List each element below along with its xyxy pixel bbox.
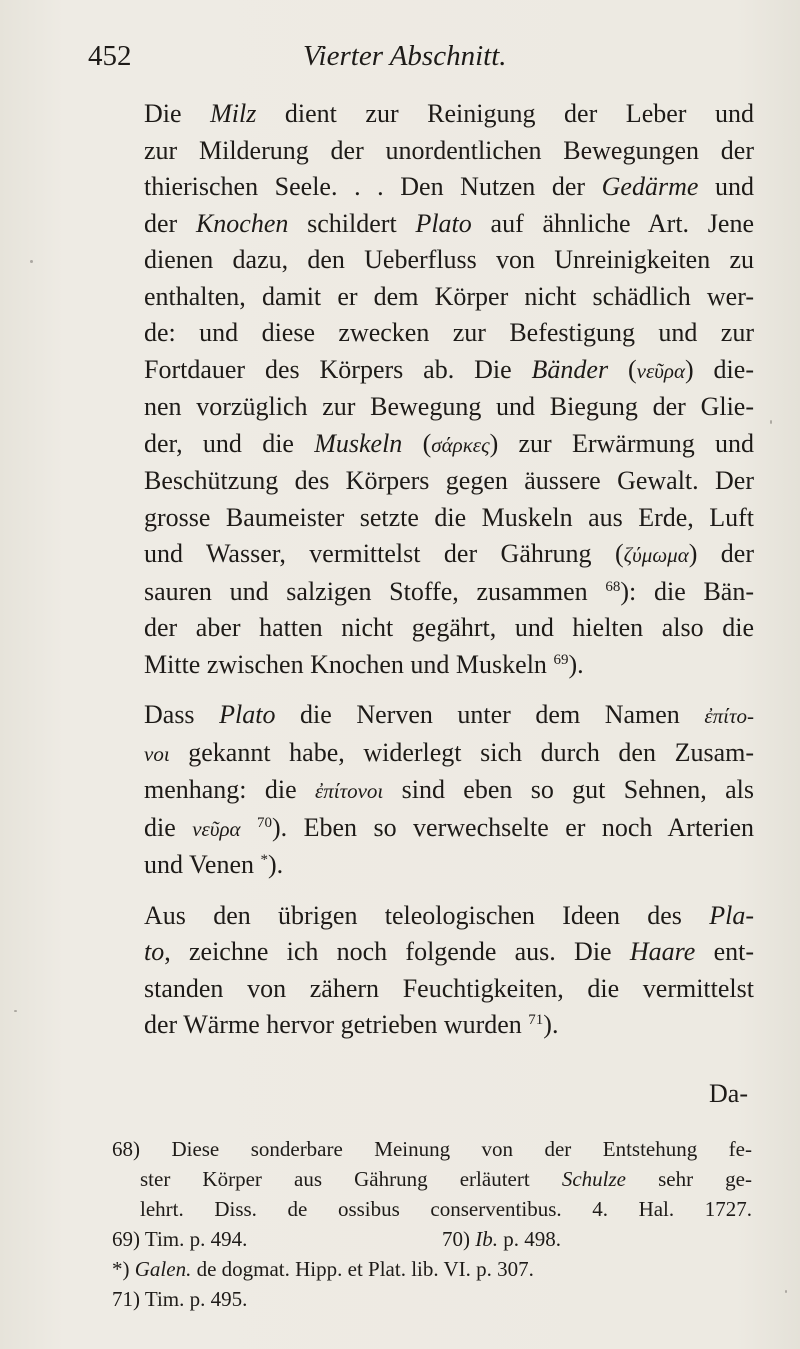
text-line — [84, 352, 754, 390]
text-run: grosse Baumeister setzte die Muskeln aus Erde, Luft — [144, 502, 754, 532]
footnote-text: sehr ge- — [625, 1167, 753, 1191]
footnotes — [112, 1134, 752, 1314]
footnote-ibid: Ib. — [475, 1227, 498, 1251]
footnote-69-70 — [112, 1224, 752, 1254]
text-run: die Nerven unter dem Namen — [275, 700, 705, 729]
text-run: der Wärme hervor getrieben wurden — [144, 1010, 529, 1039]
text-line — [84, 133, 754, 170]
text-line — [84, 315, 754, 352]
paragraph-3 — [84, 898, 754, 1044]
text-run: enthalten, damit er dem Körper nicht schädlich wer- — [144, 281, 754, 311]
text-run: Aus den übrigen teleologischen Ideen des — [144, 900, 710, 930]
text-run: standen von zähern Feuchtigkeiten, die vermittelst — [144, 973, 754, 1003]
text-run — [241, 813, 257, 842]
text-line — [84, 647, 754, 684]
text-run: dienen dazu, den Ueberfluss von Unreinigkeiten zu — [144, 245, 754, 274]
text-run: der, und die — [144, 428, 315, 458]
footnote-text: ster Körper aus Gährung erläutert — [140, 1167, 562, 1191]
text-run: auf ähnliche Art. Jene — [471, 208, 755, 238]
footnote-ref: * — [260, 852, 269, 868]
italic-term: Bänder — [531, 354, 609, 384]
italic-term: Knochen — [195, 208, 289, 238]
text-run: Mitte zwischen Knochen und Muskeln — [144, 649, 554, 679]
footnote-author: Schulze — [561, 1167, 626, 1191]
text-line — [84, 389, 754, 426]
text-line — [84, 169, 754, 206]
greek-term: σάρκες — [431, 432, 490, 457]
footnote-author: Galen. — [134, 1257, 192, 1281]
text-line — [84, 426, 754, 464]
paper-speck — [14, 1010, 17, 1012]
text-line — [84, 735, 754, 773]
text-run: und Wasser, vermittelst der Gährung ( — [144, 539, 624, 568]
italic-term: Muskeln — [314, 428, 403, 458]
text-line — [84, 242, 754, 279]
text-line — [84, 697, 754, 735]
footnote-text: *) — [112, 1257, 135, 1281]
italic-term: Plato — [219, 700, 276, 729]
greek-term: ζύμωμα — [623, 543, 689, 567]
text-line — [84, 610, 754, 647]
text-run: der — [144, 208, 196, 238]
footnote-ref: 68 — [605, 578, 621, 595]
footnote-text: 70) — [442, 1227, 476, 1251]
text-line — [84, 279, 754, 316]
text-run: ( — [608, 354, 637, 384]
text-line — [84, 772, 754, 810]
italic-term: Haare — [629, 937, 696, 966]
text-run: ) zur Erwärmung und — [489, 428, 754, 458]
paragraph-2 — [84, 697, 754, 884]
page-header — [88, 40, 750, 80]
text-run: und Venen — [144, 850, 261, 879]
text-run: Beschützung des Körpers gegen äussere Gewalt. Der — [144, 466, 754, 495]
footnote-ref: 70 — [257, 814, 273, 831]
text-line — [84, 96, 754, 133]
footnote-69: 69) Tim. p. 494. — [112, 1227, 248, 1251]
text-run: ( — [402, 428, 432, 458]
footnote-star — [112, 1254, 752, 1284]
footnote-71: 71) Tim. p. 495. — [112, 1287, 248, 1311]
italic-term: Milz — [210, 99, 257, 128]
footnote-ref: 71 — [528, 1012, 544, 1028]
footnote-70 — [442, 1224, 561, 1254]
text-run: ent- — [695, 937, 754, 966]
text-run: der aber hatten nicht gegährt, und hielten also die — [144, 613, 754, 642]
footnote-68-line-2 — [112, 1164, 752, 1194]
paper-speck — [770, 420, 772, 424]
text-line — [84, 1007, 754, 1044]
text-run: ). — [268, 850, 284, 879]
text-run: ). — [568, 649, 584, 679]
greek-term: ἐπίτο- — [704, 704, 755, 728]
italic-term: Pla- — [709, 900, 754, 930]
footnote-ref: 69 — [553, 651, 569, 668]
text-run: ). — [543, 1010, 559, 1039]
text-run: menhang: die — [144, 775, 315, 804]
footnote-text: p. 498. — [498, 1227, 561, 1251]
text-run: zur Milderung der unordentlichen Bewegungen der — [144, 135, 754, 165]
text-run: Die — [144, 99, 211, 128]
text-line — [84, 934, 754, 971]
greek-term: νοι — [144, 741, 170, 766]
paper-speck — [785, 1290, 787, 1293]
text-line — [84, 847, 754, 884]
text-run: , zeichne ich noch folgende aus. Die — [164, 937, 630, 966]
text-run: sind eben so gut Sehnen, als — [383, 775, 754, 804]
paper-speck — [30, 260, 33, 263]
italic-term: to — [144, 937, 165, 966]
footnote-text: de dogmat. Hipp. et Plat. lib. VI. p. 307. — [191, 1257, 534, 1281]
text-run: Dass — [144, 700, 220, 729]
text-run: ). Eben so verwechselte er noch Arterien — [272, 812, 755, 842]
text-line — [84, 810, 754, 848]
text-run: die — [144, 812, 193, 842]
page-number: 452 — [88, 40, 132, 72]
text-line — [84, 898, 754, 935]
text-run: und — [698, 172, 755, 201]
greek-term: ἐπίτονοι — [314, 779, 384, 803]
italic-term: Gedärme — [601, 172, 699, 201]
text-run: thierischen Seele. . . Den Nutzen der — [144, 172, 602, 201]
text-run: sauren und salzigen Stoffe, zusammen — [144, 576, 606, 606]
text-run: nen vorzüglich zur Bewegung und Biegung der Glie- — [144, 392, 754, 421]
text-run: gekannt habe, widerlegt sich durch den Zusam- — [169, 737, 754, 767]
text-line — [84, 500, 754, 537]
text-run: ): die Bän- — [620, 576, 754, 606]
footnote-68-line-3: lehrt. Diss. de ossibus conserventibus. 4. Hal. 1727. — [140, 1197, 752, 1221]
running-title: Vierter Abschnitt. — [303, 40, 507, 72]
text-run: dient zur Reinigung der Leber und — [256, 99, 754, 128]
text-line — [84, 971, 754, 1008]
text-run: de: und diese zwecken zur Befestigung und zur — [144, 318, 754, 347]
text-line — [84, 463, 754, 500]
catchword: Da- — [709, 1079, 748, 1108]
footnote-68-line-1: 68) Diese sonderbare Meinung von der Entstehung fe- — [112, 1137, 752, 1161]
italic-term: Plato — [415, 208, 472, 238]
text-line — [84, 206, 754, 243]
text-run: ) der — [688, 539, 755, 568]
text-run: ) die- — [685, 354, 754, 384]
body-text — [84, 96, 754, 1044]
text-run: Fortdauer des Körpers ab. Die — [144, 354, 532, 384]
paragraph-1 — [84, 96, 754, 683]
text-line — [84, 574, 754, 611]
greek-term: νεῦρα — [636, 358, 685, 383]
text-run: schildert — [288, 208, 416, 238]
greek-term: νεῦρα — [192, 816, 241, 841]
text-line — [84, 536, 754, 574]
